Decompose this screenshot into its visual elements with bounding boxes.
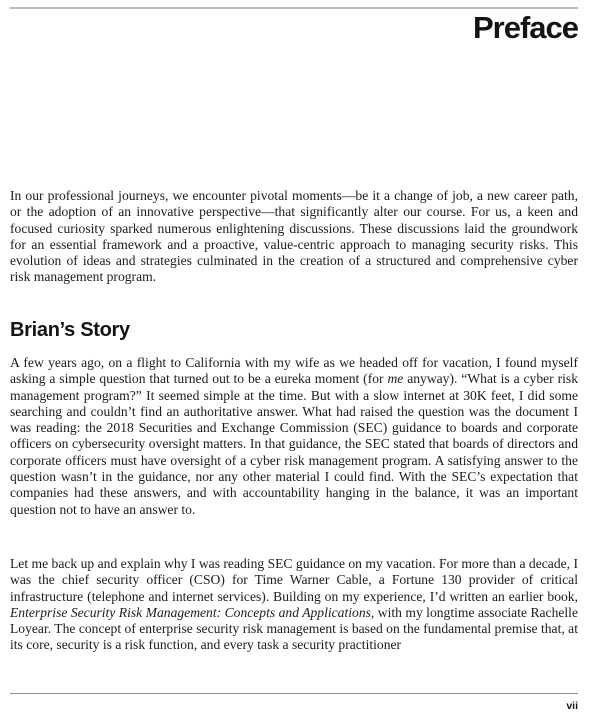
paragraph-text: In our professional journeys, we encounter pivotal moments—be it a change of job, a new career path, or the adoption of an innovative perspective—that significantly alter our course. For us, a keen and focused curiosity sparked numerous enlightening discussions. These discussions laid the groundwork for an essential framework and a proactive, value-centric approach to managing security risks. This evolution of ideas and strategies culminated in the creation of a structured and comprehensive cyber risk management program.: [10, 188, 578, 285]
book-title-italic-text: Enterprise Security Risk Management: Concepts and Applications: [10, 604, 371, 620]
paragraph-text: Let me back up and explain why I was reading SEC guidance on my vacation. For more than a decade, I was the chief security officer (CSO) for Time Warner Cable, a Fortune 130 provider of critical infrastructure (telephone and internet services). Building on my experience, I’d written an earlier book,: [10, 556, 578, 604]
italic-text: me: [387, 371, 404, 387]
paragraph-flight-story: [10, 355, 578, 518]
paragraph-text: , with my longtime associate Rachelle Loyear. The concept of enterprise security risk management is based on the fundamental premise that, at its core, security is a risk function, and every task a security practitioner: [10, 604, 578, 653]
section-heading-brians-story: Brian’s Story: [10, 319, 130, 341]
paragraph-backstory: [10, 556, 578, 654]
page-number: vii: [566, 700, 578, 712]
footer-rule: [10, 693, 578, 694]
intro-paragraph: [10, 188, 578, 286]
paragraph-text: anyway). “What is a cyber risk management program?” It seemed simple at the time. But with a slow internet at 30K feet, I did some searching and couldn’t find an authoritative answer. What had raised the question was the document I was reading: the 2018 Securities and Exchange Commission (SEC) guidance to boards and corporate officers on cybersecurity oversight matters. In that guidance, the SEC stated that boards of directors and corporate officers must have oversight of a cyber risk management program. A satisfying answer to the question wasn’t in the guidance, nor any other material I could find. With the SEC’s expectation that companies had these answers, and with accountability hanging in the balance, it was an important question not to have an answer to.: [10, 371, 578, 517]
header-rule: [10, 7, 578, 9]
page-title: Preface: [472, 10, 578, 45]
paragraph-text: A few years ago, on a flight to California with my wife as we headed off for vacation, I found myself asking a simple question that turned out to be a eureka moment (for: [10, 355, 578, 387]
